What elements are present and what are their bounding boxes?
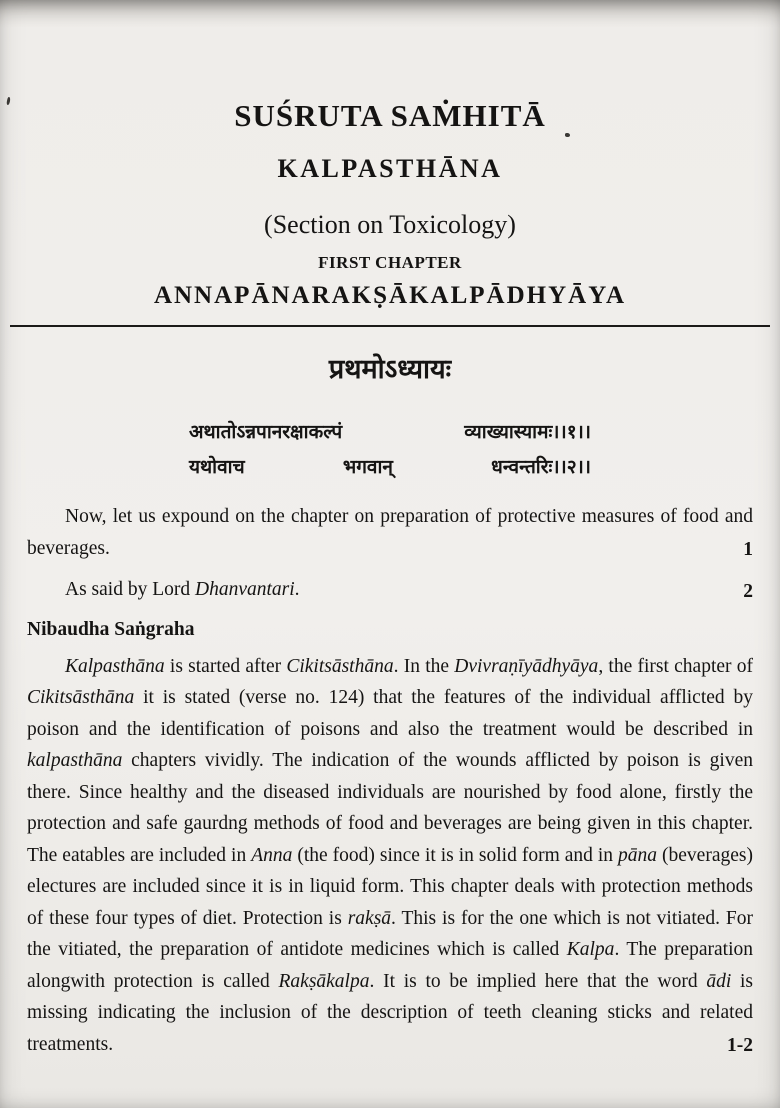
verse-2-word-1: यथोवाच (189, 456, 245, 478)
translation-text-2: As said by Lord Dhanvantari. (65, 579, 300, 600)
chapter-label: FIRST CHAPTER (318, 253, 462, 272)
translation-para-1 (27, 501, 753, 564)
verse-number-2: 2 (743, 580, 753, 602)
sanskrit-verses (189, 418, 591, 479)
verse-line-1 (189, 418, 591, 444)
verse-1-end: व्याख्यास्यामः।।१।। (464, 421, 591, 443)
verse-1-text: अथातोऽन्नपानरक्षाकल्पं (189, 421, 343, 443)
divider-rule (10, 325, 770, 327)
translation-para-2 (27, 574, 753, 606)
verse-2-end: धन्वन्तरिः।।२।। (491, 456, 591, 478)
book-subtitle: KALPASTHĀNA (277, 154, 503, 183)
commentary-heading: Nibaudha Saṅgraha (27, 618, 195, 640)
translation-text-1: Now, let us expound on the chapter on preparation of protective measures of food and beverages. (27, 506, 753, 559)
verse-number-1-2: 1-2 (727, 1035, 753, 1056)
chapter-title: ANNAPĀNARAKṢĀKALPĀDHYĀYA (153, 282, 627, 309)
verse-number-1: 1 (743, 539, 753, 560)
verse-line-2 (189, 453, 591, 479)
commentary-text: Kalpasthāna is started after Cikitsāsthāna. In the Dvivraṇīyādhyāya, the first chapter of Cikitsāsthāna it is stated (verse no. 124) that the features of the individual afflicted by poison and the identification of poisons and also the treatment would be described in kalpasthāna chapters vividly. The indication of the wounds afflicted by poison is given there. Since healthy and the diseased individuals are nourished by food alone, firstly the protection and safe gaurdng methods of food and beverages are being given in this chapter. The eatables are included in Anna (the food) since it is in solid form and in pāna (beverages) electures are included since it is in liquid form. This chapter deals with protection methods of these four types of diet. Protection is rakṣā. This is for the one which is not vitiated. For the vitiated, the preparation of antidote medicines which is called Kalpa. The preparation alongwith protection is called Rakṣākalpa. It is to be implied here that the word ādi is missing indicating the inclusion of the description of teeth cleaning sticks and related treatments. (27, 655, 754, 1055)
sanskrit-chapter-heading: प्रथमोऽध्यायः (328, 354, 452, 385)
verse-2-word-2: भगवान् (342, 456, 393, 478)
scan-speck (565, 133, 570, 137)
commentary-para (27, 651, 753, 1061)
scan-speck (6, 97, 11, 105)
section-title: (Section on Toxicology) (264, 210, 516, 239)
book-title: SUŚRUTA SAṀHITĀ (234, 98, 546, 133)
